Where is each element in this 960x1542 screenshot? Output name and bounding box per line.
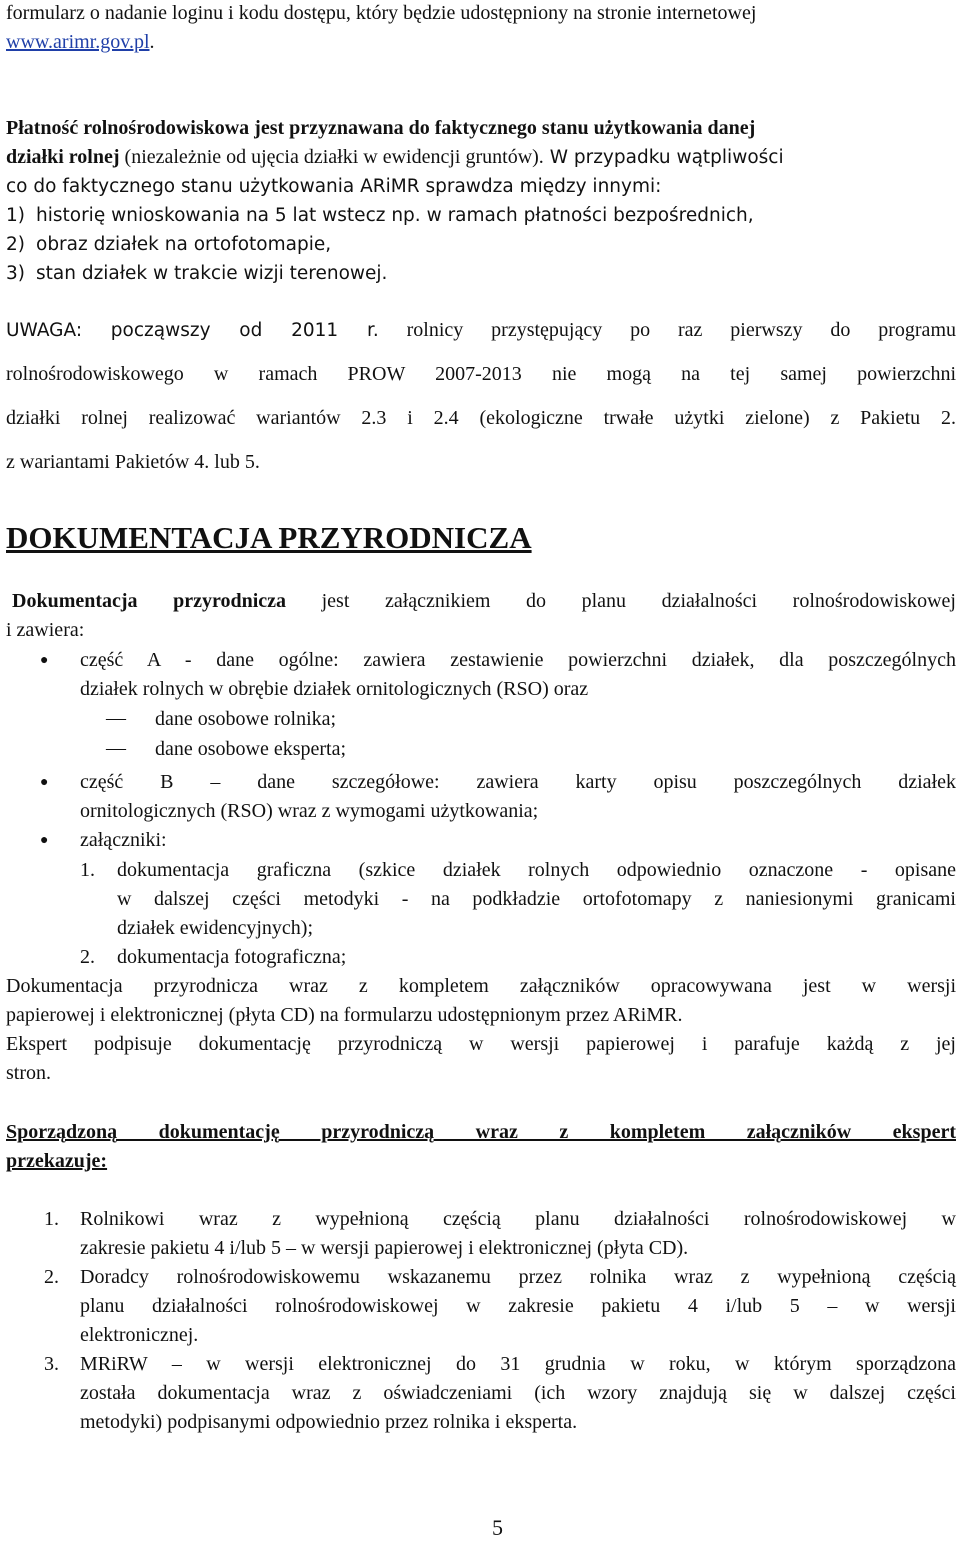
intro-text: formularz o nadanie loginu i kodu dostępu, który będzie udostępniony na stronie internetowej xyxy=(6,2,757,24)
intro-link-line xyxy=(6,28,155,57)
list-item-1-number: 1. xyxy=(44,1208,59,1230)
section-heading: DOKUMENTACJA PRZYRODNICZA xyxy=(6,520,532,555)
bullet-a-line1: część A - dane ogólne: zawiera zestawienie powierzchni działek, dla poszczególnych xyxy=(80,649,956,671)
dok-p3-line1: Ekspert podpisuje dokumentację przyrodniczą w wersji papierowej i parafuje każdą z jej xyxy=(6,1033,956,1055)
bullet-icon: ● xyxy=(40,833,49,848)
bullet-b-line2: ornitologicznych (RSO) wraz z wymogami użytkowania; xyxy=(80,800,539,822)
attachment-1-number: 1. xyxy=(80,859,95,881)
dash-icon: — xyxy=(106,707,126,729)
para1-item-2 xyxy=(6,230,331,259)
list-item-3-line3: metodyki) podpisanymi odpowiednio przez rolnika i eksperta. xyxy=(80,1411,578,1433)
bullet-icon: ● xyxy=(40,653,49,668)
item-text: stan działek w trakcie wizji terenowej. xyxy=(36,263,388,284)
list-item-2-number: 2. xyxy=(44,1266,59,1288)
item-text-tail: w ramach płatności bezpośrednich, xyxy=(420,205,754,226)
list-item-1-line1: Rolnikowi wraz z wypełnioną częścią planu działalności rolnośrodowiskowej w xyxy=(80,1208,956,1230)
uwaga-rest: rolnicy przystępujący po raz pierwszy do programu xyxy=(378,319,956,341)
para1-line1 xyxy=(6,114,956,143)
bullet-a-line2: działek rolnych w obrębie działek ornitologicznych (RSO) oraz xyxy=(80,678,589,700)
subheading-line2: przekazuje: xyxy=(6,1150,108,1172)
dok-line1 xyxy=(12,587,956,616)
intro-line xyxy=(6,0,956,28)
dok-bold: Dokumentacja przyrodnicza xyxy=(12,590,287,612)
link-period: . xyxy=(149,31,155,53)
list-item-2-line3: elektronicznej. xyxy=(80,1324,199,1346)
para1-bold2: działki rolnej xyxy=(6,146,120,168)
uwaga-line3: działki rolnej realizować wariantów 2.3 i 2.4 (ekologiczne trwałe użytki zielone) z Pakietu 2. xyxy=(6,407,956,429)
attachment-1-line1: dokumentacja graficzna (szkice działek rolnych odpowiednio oznaczone - opisane xyxy=(117,859,956,881)
para1-line3: co do faktycznego stanu użytkowania ARiMR sprawdza między innymi: xyxy=(6,176,662,197)
list-item-2-line2: planu działalności rolnośrodowiskowej w zakresie pakietu 4 i/lub 5 – w wersji xyxy=(80,1295,956,1317)
bullet-c: załączniki: xyxy=(80,829,167,851)
attachment-2-number: 2. xyxy=(80,946,95,968)
uwaga-label: UWAGA: począwszy od 2011 r. xyxy=(6,320,379,341)
item-text: historię wnioskowania na 5 lat wstecz np. xyxy=(36,205,421,226)
attachment-1-line2: w dalszej części metodyki - na podkładzie ortofotomapy z naniesionymi granicami xyxy=(117,888,956,910)
item-number: 1) xyxy=(6,205,25,226)
uwaga-line2: rolnośrodowiskowego w ramach PROW 2007-2013 nie mogą na tej samej powierzchni xyxy=(6,363,956,385)
attachment-1-line3: działek ewidencyjnych); xyxy=(117,917,314,939)
para1-item-1 xyxy=(6,201,754,230)
list-item-1-line2: zakresie pakietu 4 i/lub 5 – w wersji papierowej i elektronicznej (płyta CD). xyxy=(80,1237,689,1259)
para1-bold: Płatność rolnośrodowiskowa jest przyznawana do faktycznego stanu użytkowania danej xyxy=(6,117,756,139)
item-number: 2) xyxy=(6,234,25,255)
list-item-3-line2: została dokumentacja wraz z oświadczeniami (ich wzory znajdują się w dalszej części xyxy=(80,1382,956,1404)
dash-icon: — xyxy=(106,737,126,759)
subheading-line1: Sporządzoną dokumentację przyrodniczą wraz z kompletem załączników ekspert xyxy=(6,1121,956,1143)
dok-rest: jest załącznikiem do planu działalności rolnośrodowiskowej xyxy=(286,590,956,612)
para1-rest: (niezależnie od ujęcia działki w ewidencji gruntów). xyxy=(119,146,544,168)
dok-p2-line1: Dokumentacja przyrodnicza wraz z kompletem załączników opracowywana jest w wersji xyxy=(6,975,956,997)
bullet-icon: ● xyxy=(40,775,49,790)
item-text: obraz działek na ortofotomapie, xyxy=(36,234,332,255)
dash-item-1: dane osobowe rolnika; xyxy=(155,708,337,730)
page-number: 5 xyxy=(492,1515,503,1540)
bullet-b-line1: część B – dane szczegółowe: zawiera karty opisu poszczególnych działek xyxy=(80,771,956,793)
item-number: 3) xyxy=(6,263,25,284)
arimr-link[interactable]: www.arimr.gov.pl xyxy=(6,31,150,53)
uwaga-line4: z wariantami Pakietów 4. lub 5. xyxy=(6,451,260,473)
dash-item-2: dane osobowe eksperta; xyxy=(155,738,347,760)
dok-p3-line2: stron. xyxy=(6,1062,51,1084)
dok-line2: i zawiera: xyxy=(6,619,85,641)
para1-item-3 xyxy=(6,259,387,288)
list-item-2-line1: Doradcy rolnośrodowiskowemu wskazanemu przez rolnika wraz z wypełnioną częścią xyxy=(80,1266,956,1288)
para1-line2 xyxy=(6,143,960,172)
attachment-2: dokumentacja fotograficzna; xyxy=(117,946,347,968)
list-item-3-line1: MRiRW – w wersji elektronicznej do 31 grudnia w roku, w którym sporządzona xyxy=(80,1353,956,1375)
list-item-3-number: 3. xyxy=(44,1353,59,1375)
para1-sans: W przypadku wątpliwości xyxy=(543,147,784,168)
dok-p2-line2: papierowej i elektronicznej (płyta CD) na formularzu udostępnionym przez ARiMR. xyxy=(6,1004,683,1026)
uwaga-line1 xyxy=(6,316,956,345)
